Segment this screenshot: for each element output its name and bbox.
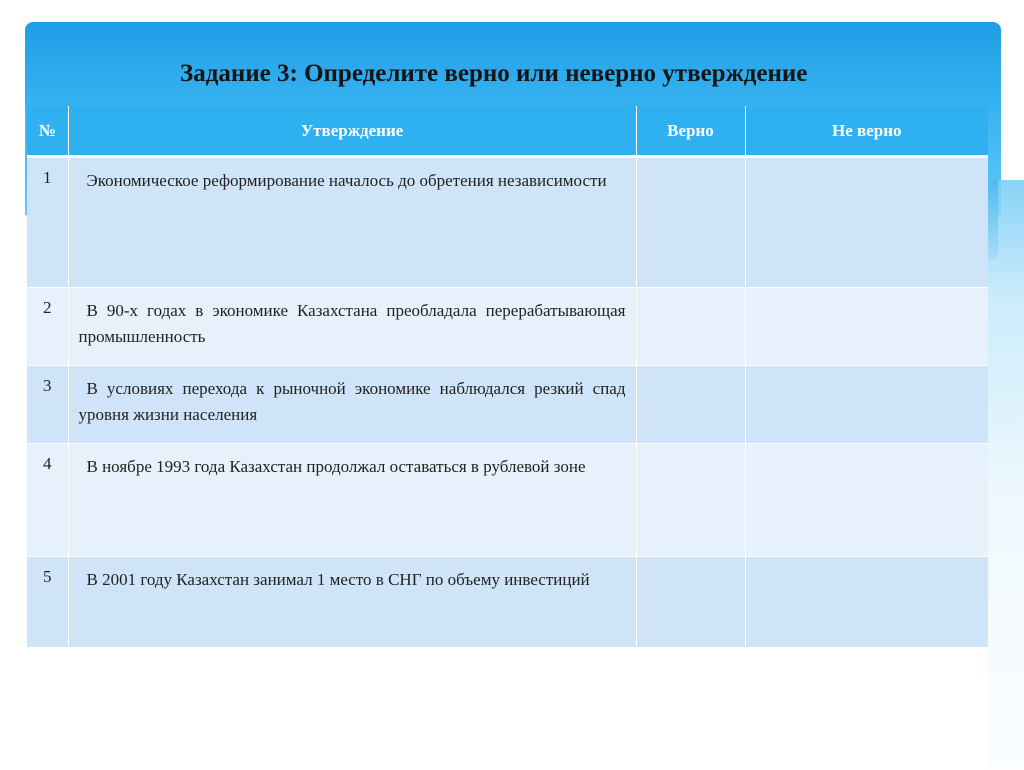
row-statement [68,366,636,444]
row-number: 5 [27,557,68,648]
row-statement [68,557,636,648]
answer-false-cell[interactable] [745,288,988,366]
slide-title: Задание 3: Определите верно или неверно утверждение [180,60,808,87]
header-statement: Утверждение [68,106,636,157]
statements-table [27,106,988,648]
answer-true-cell[interactable] [636,557,745,648]
row-number: 3 [27,366,68,444]
statement-text: Экономическое реформирование началось до обретения независимости [86,171,607,190]
table-row [27,157,988,288]
row-number: 4 [27,444,68,557]
row-statement [68,157,636,288]
answer-false-cell[interactable] [745,157,988,288]
row-statement [68,444,636,557]
statement-text: В ноябре 1993 года Казахстан продолжал оставаться в рублевой зоне [86,457,586,476]
table-header-row [27,106,988,157]
table-row [27,366,988,444]
answer-true-cell[interactable] [636,444,745,557]
table-row [27,288,988,366]
statement-text: В 2001 году Казахстан занимал 1 место в СНГ по объему инвестиций [86,570,590,589]
answer-false-cell[interactable] [745,557,988,648]
row-number: 1 [27,157,68,288]
statement-text: В условиях перехода к рыночной экономике наблюдался резкий спад уровня жизни населения [78,379,626,424]
statement-text: В 90-х годах в экономике Казахстана преобладала перерабатывающая промышленность [78,301,626,346]
answer-true-cell[interactable] [636,157,745,288]
answer-true-cell[interactable] [636,366,745,444]
table-row [27,557,988,648]
answer-false-cell[interactable] [745,444,988,557]
answer-true-cell[interactable] [636,288,745,366]
header-number: № [27,106,68,157]
row-statement [68,288,636,366]
header-true: Верно [636,106,745,157]
header-false: Не верно [745,106,988,157]
row-number: 2 [27,288,68,366]
answer-false-cell[interactable] [745,366,988,444]
right-decorative-strip [988,180,1024,770]
table-row [27,444,988,557]
